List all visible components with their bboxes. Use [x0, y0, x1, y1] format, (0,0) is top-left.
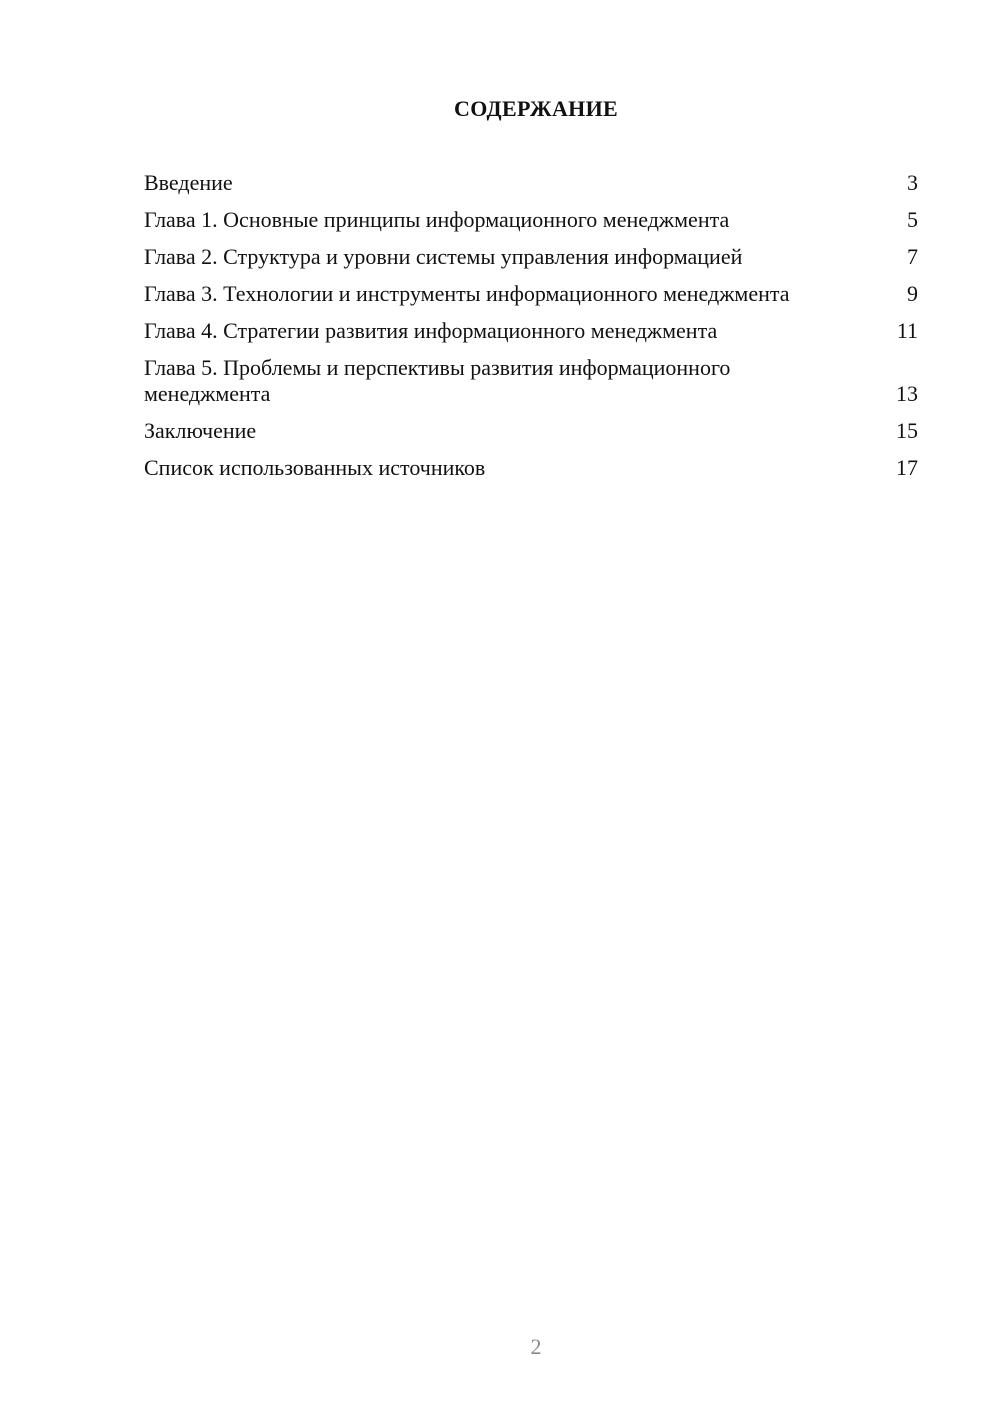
toc-entry-conclusion[interactable] — [144, 418, 918, 444]
toc-entry-chapter-4[interactable] — [144, 318, 918, 344]
toc-entry-references[interactable] — [144, 455, 918, 481]
toc-entry-page: 13 — [896, 381, 918, 406]
toc-entry-page: 3 — [907, 170, 918, 195]
toc-entry-text: Глава 4. Стратегии развития информационного менеджмента — [144, 318, 718, 343]
toc-entry-page: 11 — [896, 318, 918, 343]
toc-entry-page: 15 — [896, 418, 918, 443]
table-of-contents — [144, 170, 918, 492]
toc-entry-chapter-3[interactable] — [144, 281, 918, 307]
toc-entry-text: Заключение — [144, 418, 257, 443]
toc-entry-text: Глава 2. Структура и уровни системы управления информацией — [144, 244, 743, 269]
toc-entry-chapter-1[interactable] — [144, 207, 918, 233]
toc-entry-text: Глава 1. Основные принципы информационного менеджмента — [144, 207, 730, 232]
toc-entry-text: Список использованных источников — [144, 455, 486, 480]
toc-entry-text: Глава 3. Технологии и инструменты информационного менеджмента — [144, 281, 790, 306]
toc-entry-page: 9 — [907, 281, 918, 306]
toc-entry-text: Глава 5. Проблемы и перспективы развития информационного менеджмента — [144, 355, 731, 406]
toc-entry-page: 5 — [907, 207, 918, 232]
toc-entry-chapter-5[interactable] — [144, 355, 918, 407]
toc-entry-page: 7 — [907, 244, 918, 269]
toc-entry-page: 17 — [896, 455, 918, 480]
toc-entry-introduction[interactable] — [144, 170, 918, 196]
toc-entry-text: Введение — [144, 170, 233, 195]
toc-heading: СОДЕРЖАНИЕ — [454, 96, 618, 121]
toc-entry-chapter-2[interactable] — [144, 244, 918, 270]
page-number: 2 — [530, 1334, 542, 1359]
